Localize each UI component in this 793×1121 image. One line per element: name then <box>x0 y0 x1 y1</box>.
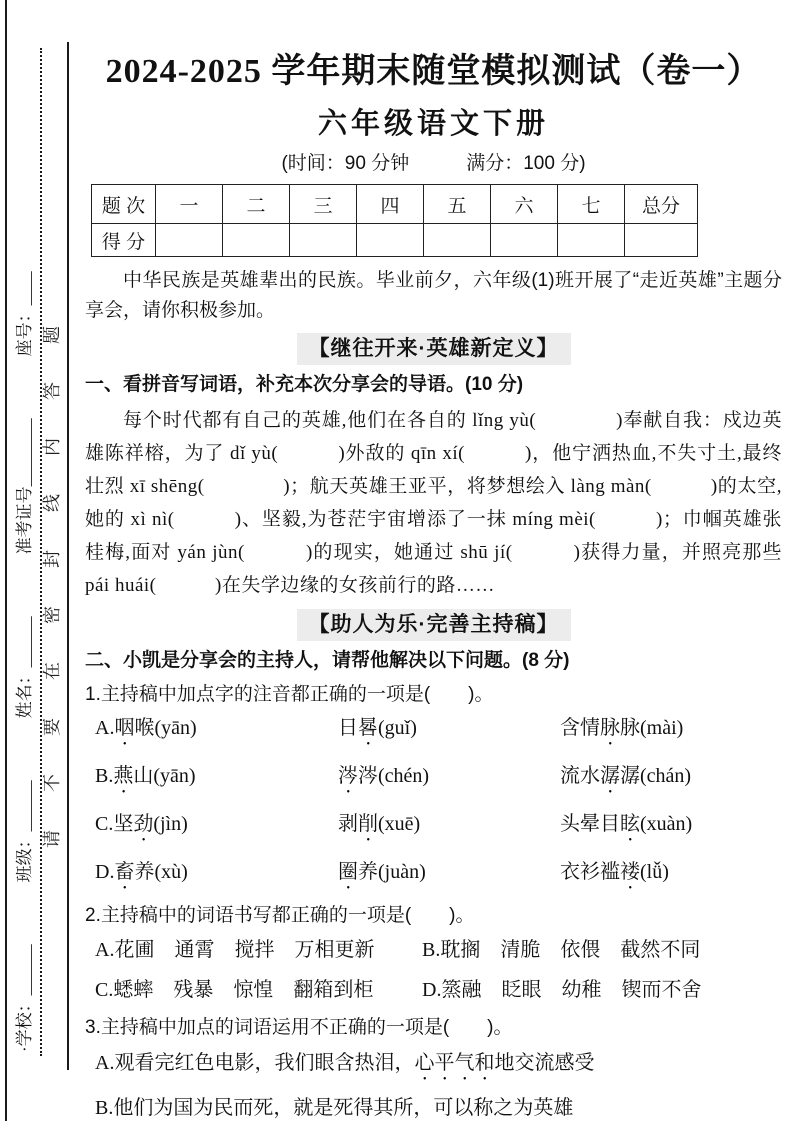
score-col-header: 三 <box>290 185 357 224</box>
banner-1-label: 【继往开来·英雄新定义】 <box>297 333 571 365</box>
q1-option-b-2: 涔涔(chén) <box>338 765 430 787</box>
score-cell <box>357 224 424 257</box>
question2-stem: 2.主持稿中的词语书写都正确的一项是( )。 <box>85 905 475 926</box>
score-col-header: 总分 <box>625 185 698 224</box>
question1-stem: 1.主持稿中加点字的注音都正确的一项是( )。 <box>85 684 494 705</box>
score-row-label: 得 分 <box>92 224 156 257</box>
q1-option-d-3: 衣衫褴褛(lǚ) <box>560 861 669 883</box>
section1-heading: 一、看拼音写词语，补充本次分享会的导语。(10 分) <box>85 374 524 395</box>
paper-subtitle: 六年级语文下册 <box>317 108 549 140</box>
score-col-header: 一 <box>156 185 223 224</box>
pinyin-passage: 每个时代都有自己的英雄,他们在各自的 lǐng yù( )奉献自我：戍边英雄陈祥榕，为了 dǐ yù( )外敌的 qīn xí( )，他宁洒热血,不失寸土,最终壮烈 xī shēng( )；航天英雄王亚平，将梦想绘入 làng màn( )的太空,她的 xì nì( )、坚毅,为苍茫宇宙增添了一抹 míng mèi( )；巾帼英雄张桂梅,面对 yán jùn( )的现实，她通过 shū jí( )获得力量，并照亮那些 pái huái( )在失学边缘的女孩前行的路…… <box>85 410 782 596</box>
q1-option-a-3: 含情脉脉(mài) <box>560 717 684 739</box>
question3-stem: 3.主持稿中加点的词语运用不正确的一项是( )。 <box>85 1017 513 1038</box>
q1-option-c-1: C.坚劲(jìn) <box>95 813 188 835</box>
intro-paragraph: 中华民族是英雄辈出的民族。毕业前夕，六年级(1)班开展了“走近英雄”主题分享会，请你积极参加。 <box>85 270 782 321</box>
score-col-header: 四 <box>357 185 424 224</box>
seal-line-text: 请不要在密封线内答题 <box>42 288 62 848</box>
score-cell <box>625 224 698 257</box>
school-field: ·学校：______ <box>14 944 34 1052</box>
score-table-header-row <box>92 185 698 224</box>
banner-2-label: 【助人为乐·完善主持稿】 <box>297 609 571 641</box>
section2-heading: 二、小凯是分享会的主持人，请帮他解决以下问题。(8 分) <box>85 650 570 671</box>
student-info-fields <box>8 90 36 1052</box>
question1-options <box>95 715 782 894</box>
q1-option-d-1: D.畜养(xù) <box>95 861 188 883</box>
score-cell <box>290 224 357 257</box>
score-col-header: 二 <box>223 185 290 224</box>
q1-option-b-1: B.燕山(yān) <box>95 765 196 787</box>
banner-2 <box>85 609 782 641</box>
score-cell <box>156 224 223 257</box>
score-table <box>91 184 698 257</box>
q1-option-a-1: A.咽喉(yān) <box>95 717 197 739</box>
q1-option-c-2: 剥削(xuē) <box>338 813 421 835</box>
q2-option-a: A.花圃 通霄 搅拌 万相更新 <box>95 939 375 961</box>
q2-option-b: B.耽搁 清脆 依偎 截然不同 <box>422 939 701 961</box>
q1-option-d-2: 圈养(juàn) <box>338 861 426 883</box>
content-border-line <box>67 42 69 1070</box>
page-edge-line <box>5 0 7 1121</box>
q2-option-c: C.蟋蟀 残暴 惊惶 翻箱到柜 <box>95 979 374 1001</box>
score-cell <box>491 224 558 257</box>
class-field: 班级：______ <box>14 780 34 883</box>
score-col-header: 七 <box>558 185 625 224</box>
main-content <box>85 44 782 1121</box>
score-col-header: 题 次 <box>92 185 156 224</box>
q3-option-a: A.观看完红色电影，我们眼含热泪，心平气和地交流感受 <box>95 1052 595 1074</box>
admission-number-field: 准考证号________ <box>14 418 34 555</box>
q1-option-b-3: 流水潺潺(chán) <box>560 765 692 787</box>
score-table-score-row <box>92 224 698 257</box>
score-cell <box>223 224 290 257</box>
score-cell <box>424 224 491 257</box>
score-cell <box>558 224 625 257</box>
q1-option-c-3: 头晕目眩(xuàn) <box>560 813 693 835</box>
q1-option-a-2: 日晷(guǐ) <box>338 717 417 739</box>
score-col-header: 五 <box>424 185 491 224</box>
q3-option-b: B.他们为国为民而死，就是死得其所，可以称之为英雄 <box>95 1097 574 1119</box>
question2-options <box>95 937 782 1003</box>
name-field: 姓名：______ <box>14 616 34 719</box>
paper-title: 2024-2025 学年期末随堂模拟测试（卷一） <box>105 53 762 90</box>
q2-option-d: D.篜融 眨眼 幼稚 锲而不舍 <box>422 979 702 1001</box>
score-col-header: 六 <box>491 185 558 224</box>
time-score-meta: (时间：90 分钟 满分：100 分) <box>281 153 586 174</box>
banner-1 <box>85 333 782 365</box>
seat-number-field: 座号：____ <box>14 271 34 357</box>
